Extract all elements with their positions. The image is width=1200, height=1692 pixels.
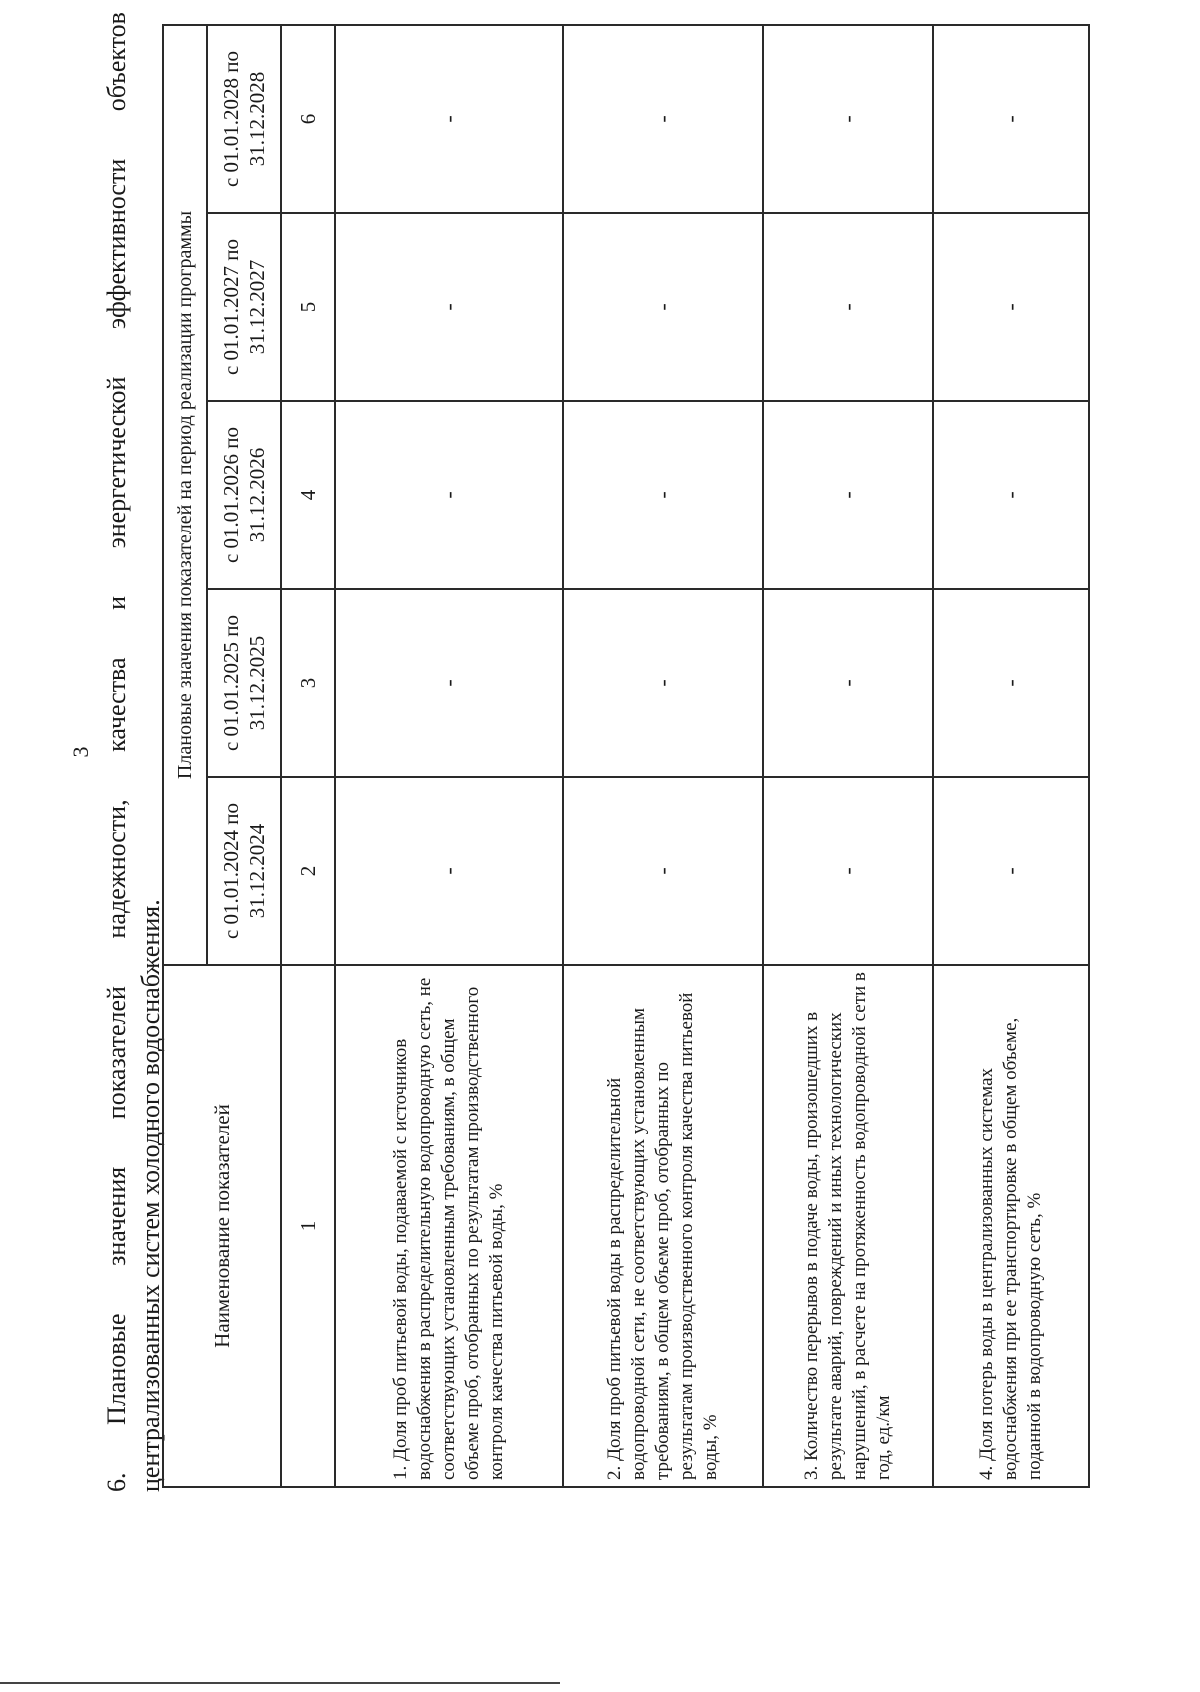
heading-word: надежности,: [102, 799, 131, 939]
indicator-value: -: [763, 213, 933, 401]
column-numbers-row: [281, 25, 335, 1487]
table-row: [763, 25, 933, 1487]
period-header-2025: с 01.01.2025 по 31.12.2025: [207, 589, 281, 777]
indicator-value: -: [763, 401, 933, 589]
indicator-value: -: [563, 213, 763, 401]
period-header-2024: с 01.01.2024 по 31.12.2024: [207, 777, 281, 965]
heading-word: Плановые: [102, 1313, 131, 1425]
indicator-name: 1. Доля проб питьевой воды, подаваемой с источников водоснабжения в распределительную водопроводную сеть, не соответствующих установленным требованиям, в общем объеме проб, отобранных по результатам производственного контроля качества питьевой воды, %: [335, 965, 563, 1487]
heading-word: энергетической: [102, 376, 131, 549]
heading-word: эффективности: [102, 158, 131, 330]
column-number: 2: [281, 777, 335, 965]
indicator-name: 4. Доля потерь воды в централизованных системах водоснабжения при ее транспортировке в общем объеме, поданной в водопроводную сеть, %: [933, 965, 1089, 1487]
indicator-value: -: [933, 25, 1089, 213]
indicator-value: -: [933, 777, 1089, 965]
table-row: [933, 25, 1089, 1487]
heading-line-2: централизованных систем холодного водоснабжения.: [136, 899, 165, 1492]
heading-word: 6.: [102, 1472, 131, 1492]
indicator-value: -: [563, 401, 763, 589]
indicator-value: -: [763, 25, 933, 213]
indicators-table: [162, 24, 1090, 1488]
period-header-2027: с 01.01.2027 по 31.12.2027: [207, 213, 281, 401]
indicator-value: -: [335, 401, 563, 589]
indicator-name: 3. Количество перерывов в подаче воды, произошедших в результате аварий, повреждений и иных технологических нарушений, в расчете на протяженность водопроводной сети в год, ед./км: [763, 965, 933, 1487]
column-number: 4: [281, 401, 335, 589]
section-heading: [100, 12, 168, 1492]
heading-word: и: [102, 595, 131, 610]
heading-word: качества: [102, 657, 131, 752]
column-number: 3: [281, 589, 335, 777]
page-number: 3: [68, 746, 93, 758]
indicator-value: -: [933, 213, 1089, 401]
indicator-value: -: [933, 401, 1089, 589]
indicator-value: -: [763, 777, 933, 965]
heading-word: показателей: [102, 986, 131, 1120]
indicator-value: -: [563, 25, 763, 213]
indicator-value: -: [563, 589, 763, 777]
heading-word: объектов: [102, 12, 131, 112]
scan-edge-line: [0, 1682, 560, 1684]
indicator-value: -: [335, 777, 563, 965]
table-row: [335, 25, 563, 1487]
indicator-value: -: [335, 213, 563, 401]
period-header-2028: с 01.01.2028 по 31.12.2028: [207, 25, 281, 213]
heading-line-1: [100, 12, 134, 1492]
indicator-value: -: [335, 25, 563, 213]
column-number: 1: [281, 965, 335, 1487]
column-number: 5: [281, 213, 335, 401]
period-header-2026: с 01.01.2026 по 31.12.2026: [207, 401, 281, 589]
indicator-value: -: [763, 589, 933, 777]
indicator-value: -: [563, 777, 763, 965]
column-number: 6: [281, 25, 335, 213]
name-column-header: Наименование показателей: [163, 965, 281, 1487]
indicator-value: -: [933, 589, 1089, 777]
indicator-name: 2. Доля проб питьевой воды в распределительной водопроводной сети, не соответствующих установленным требованиям, в общем объеме проб, отобранных по результатам производственного контроля качества питьевой воды, %: [563, 965, 763, 1487]
heading-word: значения: [102, 1166, 131, 1266]
indicator-value: -: [335, 589, 563, 777]
planned-values-header: Плановые значения показателей на период реализации программы: [163, 25, 207, 965]
table-row: [563, 25, 763, 1487]
